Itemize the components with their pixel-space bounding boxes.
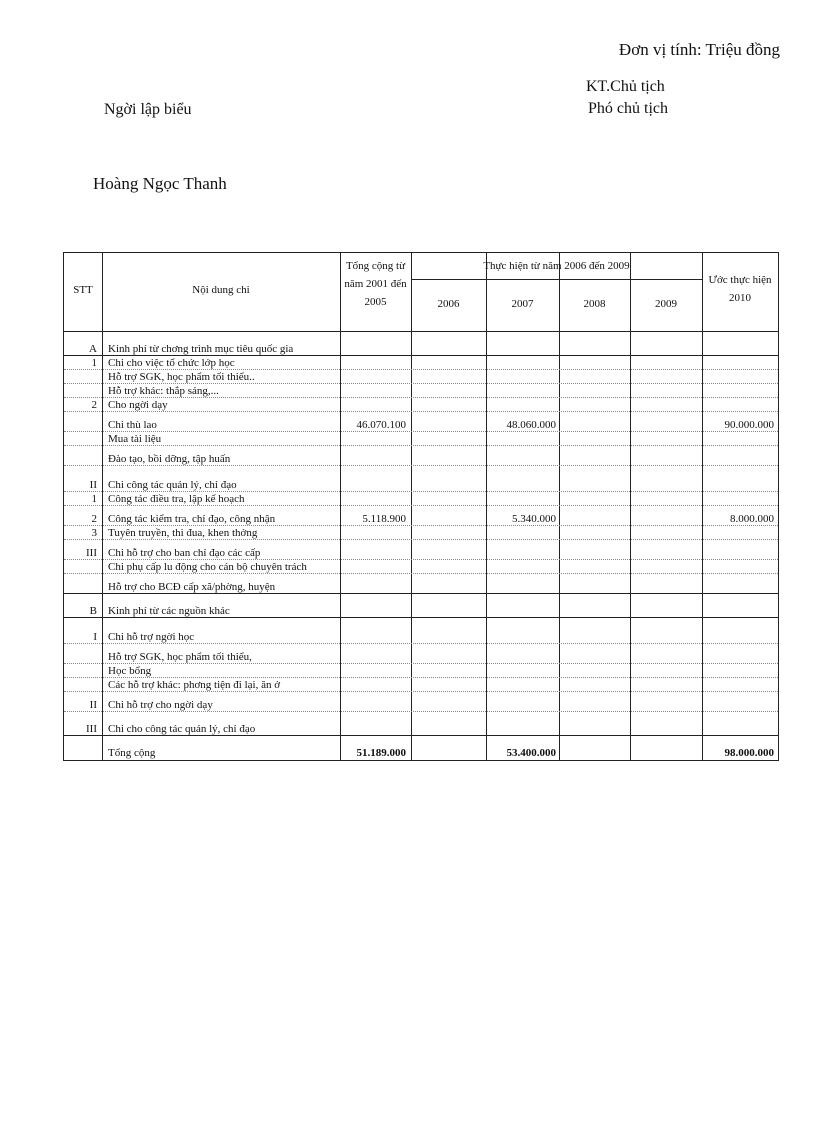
header-content: Nội dung chi	[192, 284, 250, 296]
table-row	[64, 736, 778, 760]
header-period: Thực hiện từ năm 2006 đến 2009	[483, 260, 630, 272]
table-row	[64, 526, 778, 540]
table-row	[64, 644, 778, 664]
table-row	[64, 492, 778, 506]
row-value-2007: 53.400.000	[506, 747, 556, 759]
header-stt: STT	[73, 284, 93, 296]
row-description: Chi cho việc tổ chức lớp học	[108, 357, 235, 369]
row-number: III	[86, 723, 97, 735]
row-description: Hỗ trợ SGK, học phẩm tối thiểu..	[108, 371, 255, 383]
chairman-title: KT.Chủ tịch	[586, 78, 665, 95]
row-description: Tuyên truyền, thi đua, khen thởng	[108, 527, 258, 539]
row-description: Mua tài liệu	[108, 433, 162, 445]
row-description: Công tác điều tra, lập kế hoạch	[108, 493, 245, 505]
header-estimate: Ước thực hiện 2010	[708, 274, 772, 304]
table-row	[64, 594, 778, 618]
row-number: 1	[91, 357, 97, 369]
table-row	[64, 398, 778, 412]
row-description: Học bổng	[108, 665, 152, 677]
table-row	[64, 560, 778, 574]
table-row	[64, 432, 778, 446]
row-estimate-2010: 90.000.000	[724, 419, 774, 431]
header-2009: 2009	[655, 298, 677, 310]
table-row	[64, 678, 778, 692]
row-number: I	[93, 631, 97, 643]
row-number: B	[89, 605, 97, 617]
table-row	[64, 370, 778, 384]
row-total-2001-2005: 51.189.000	[356, 747, 406, 759]
preparer-name: Hoàng Ngọc Thanh	[93, 174, 227, 193]
row-description: Hỗ trợ cho BCĐ cấp xã/phờng, huyện	[108, 581, 276, 593]
row-number: 3	[91, 527, 97, 539]
table-row	[64, 618, 778, 644]
budget-table	[63, 252, 779, 761]
row-total-2001-2005: 46.070.100	[356, 419, 406, 431]
row-description: Cho ngời dạy	[108, 399, 168, 411]
row-total-2001-2005: 5.118.900	[362, 513, 406, 525]
row-number: A	[89, 343, 97, 355]
preparer-label: Ngời lập biểu	[104, 101, 192, 118]
table-row	[64, 540, 778, 560]
row-number: 2	[91, 399, 97, 411]
row-estimate-2010: 8.000.000	[730, 513, 774, 525]
row-value-2007: 48.060.000	[506, 419, 556, 431]
row-description: Chi công tác quản lý, chỉ đạo	[108, 479, 237, 491]
row-description: Công tác kiểm tra, chỉ đạo, công nhận	[108, 513, 276, 525]
row-description: Tổng cộng	[108, 747, 156, 759]
row-description: Chi hỗ trợ cho ngời dạy	[108, 699, 213, 711]
header-total: Tổng cộng từ năm 2001 đến 2005	[344, 260, 407, 308]
row-description: Chi thù lao	[108, 419, 157, 431]
row-description: Chi hỗ trợ cho ban chỉ đạo các cấp	[108, 547, 261, 559]
table-row	[64, 506, 778, 526]
row-estimate-2010: 98.000.000	[724, 747, 774, 759]
table-row	[64, 466, 778, 492]
row-description: Chi phụ cấp lu động cho cán bộ chuyên trách	[108, 561, 307, 573]
row-value-2007: 5.340.000	[512, 513, 556, 525]
row-number: 2	[91, 513, 97, 525]
table-row	[64, 712, 778, 736]
row-number: II	[89, 479, 97, 491]
row-description: Kinh phí từ chơng trình mục tiêu quốc gia	[108, 343, 294, 355]
table-header	[64, 253, 778, 332]
row-number: III	[86, 547, 97, 559]
row-description: Hỗ trợ khác: thắp sáng,...	[108, 385, 219, 397]
table-row	[64, 446, 778, 466]
row-number: II	[89, 699, 97, 711]
table-row	[64, 664, 778, 678]
unit-label: Đơn vị tính: Triệu đồng	[618, 40, 780, 59]
row-number: 1	[91, 493, 97, 505]
table-row	[64, 332, 778, 356]
table-body	[64, 332, 778, 760]
row-description: Chi hỗ trợ ngời học	[108, 631, 195, 643]
vice-chairman-title: Phó chủ tịch	[588, 100, 668, 117]
header-2008: 2008	[583, 298, 606, 310]
header-2007: 2007	[511, 298, 534, 310]
header-2006: 2006	[437, 298, 460, 310]
row-description: Các hỗ trợ khác: phơng tiện đi lại, ăn ở	[108, 679, 281, 691]
table-row	[64, 356, 778, 370]
table-row	[64, 384, 778, 398]
table-row	[64, 412, 778, 432]
row-description: Hỗ trợ SGK, học phẩm tối thiểu,	[108, 651, 252, 663]
table-row	[64, 692, 778, 712]
row-description: Chi cho công tác quản lý, chỉ đạo	[108, 723, 256, 735]
table-row	[64, 574, 778, 594]
row-description: Kinh phí từ các nguồn khác	[108, 605, 230, 617]
row-description: Đào tạo, bồi dỡng, tập huấn	[108, 453, 231, 465]
